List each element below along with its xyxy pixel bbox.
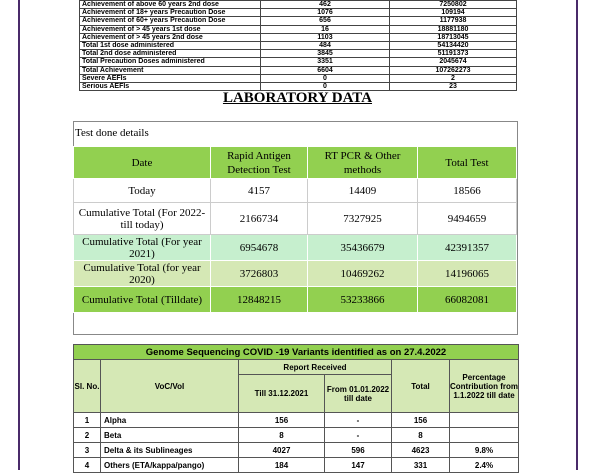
total-value: 51191373 <box>390 50 517 58</box>
total-value: 1177938 <box>390 17 517 25</box>
header-total: Total <box>392 360 450 413</box>
daily-value: 656 <box>261 17 390 25</box>
row-label: Total 2nd dose administered <box>80 50 261 58</box>
header-pct: Percentage Contribution from 1.1.2022 till date <box>450 360 519 413</box>
table-row <box>80 9 517 17</box>
total-value: 14196065 <box>418 261 517 287</box>
header-sl: Sl. No. <box>74 360 101 413</box>
table-row <box>74 235 517 261</box>
table-row <box>80 74 517 82</box>
sl-value: 3 <box>74 443 101 458</box>
daily-value: 0 <box>261 74 390 82</box>
genome-header-row <box>74 360 519 375</box>
header-till: Till 31.12.2021 <box>239 375 325 413</box>
table-row <box>80 58 517 66</box>
daily-value: 0 <box>261 82 390 90</box>
vaccination-table <box>79 0 517 91</box>
header-rtpcr: RT PCR & Other methods <box>308 147 418 179</box>
total-value: 156 <box>392 413 450 428</box>
rtpcr-value: 7327925 <box>308 203 418 235</box>
rtpcr-value: 53233866 <box>308 287 418 313</box>
header-total: Total Test <box>418 147 517 179</box>
variant-name: Alpha <box>101 413 239 428</box>
lab-header-row <box>74 147 517 179</box>
table-row <box>74 458 519 473</box>
total-value: 54134420 <box>390 41 517 49</box>
table-row <box>80 33 517 41</box>
row-label: Total Achievement <box>80 66 261 74</box>
table-row <box>74 443 519 458</box>
row-label: Serious AEFIs <box>80 82 261 90</box>
variant-name: Others (ETA/kappa/pango) <box>101 458 239 473</box>
variant-name: Beta <box>101 428 239 443</box>
total-value: 8 <box>392 428 450 443</box>
table-row <box>80 41 517 49</box>
genome-title: Genome Sequencing COVID -19 Variants identified as on 27.4.2022 <box>74 345 519 360</box>
daily-value: 1103 <box>261 33 390 41</box>
row-label: Achievement of > 45 years 1st dose <box>80 25 261 33</box>
row-label: Achievement of > 45 years 2nd dose <box>80 33 261 41</box>
total-value: 2 <box>390 74 517 82</box>
total-value: 7250802 <box>390 1 517 9</box>
total-value: 23 <box>390 82 517 90</box>
from-value: - <box>325 428 392 443</box>
table-row <box>74 261 517 287</box>
rtpcr-value: 35436679 <box>308 235 418 261</box>
total-value: 2045674 <box>390 58 517 66</box>
sl-value: 1 <box>74 413 101 428</box>
rtpcr-value: 14409 <box>308 179 418 203</box>
pct-value: 9.8% <box>450 443 519 458</box>
daily-value: 462 <box>261 1 390 9</box>
table-row <box>74 287 517 313</box>
row-label: Achievement of 60+ years Precaution Dose <box>80 17 261 25</box>
table-row <box>80 25 517 33</box>
row-label: Today <box>74 179 211 203</box>
total-value: 42391357 <box>418 235 517 261</box>
header-from: From 01.01.2022 till date <box>325 375 392 413</box>
header-voc: VoC/VoI <box>101 360 239 413</box>
rat-value: 12848215 <box>211 287 308 313</box>
daily-value: 1076 <box>261 9 390 17</box>
row-label: Achievement of above 60 years 2nd dose <box>80 1 261 9</box>
row-label: Achievement of 18+ years Precaution Dose <box>80 9 261 17</box>
daily-value: 3845 <box>261 50 390 58</box>
daily-value: 3351 <box>261 58 390 66</box>
table-row <box>80 1 517 9</box>
from-value: - <box>325 413 392 428</box>
total-value: 109194 <box>390 9 517 17</box>
total-value: 107262273 <box>390 66 517 74</box>
rtpcr-value: 10469262 <box>308 261 418 287</box>
total-value: 18566 <box>418 179 517 203</box>
from-value: 596 <box>325 443 392 458</box>
till-value: 156 <box>239 413 325 428</box>
row-label: Cumulative Total (For year 2021) <box>74 235 211 261</box>
rat-value: 6954678 <box>211 235 308 261</box>
table-row <box>74 179 517 203</box>
total-value: 4623 <box>392 443 450 458</box>
row-label: Severe AEFIs <box>80 74 261 82</box>
total-value: 331 <box>392 458 450 473</box>
row-label: Total 1st dose administered <box>80 41 261 49</box>
rat-value: 4157 <box>211 179 308 203</box>
sl-value: 2 <box>74 428 101 443</box>
total-value: 18713045 <box>390 33 517 41</box>
daily-value: 16 <box>261 25 390 33</box>
genome-table <box>73 344 519 473</box>
from-value: 147 <box>325 458 392 473</box>
row-label: Cumulative Total (For 2022- till today) <box>74 203 211 235</box>
till-value: 8 <box>239 428 325 443</box>
table-row <box>74 428 519 443</box>
table-row <box>74 203 517 235</box>
header-date: Date <box>74 147 211 179</box>
row-label: Cumulative Total (Tilldate) <box>74 287 211 313</box>
header-report: Report Received <box>239 360 392 375</box>
row-label: Total Precaution Doses administered <box>80 58 261 66</box>
genome-title-row <box>74 345 519 360</box>
table-row <box>80 17 517 25</box>
daily-value: 484 <box>261 41 390 49</box>
pct-value <box>450 413 519 428</box>
table-row <box>80 50 517 58</box>
lab-caption: Test done details <box>75 127 149 139</box>
table-row <box>80 66 517 74</box>
lab-table <box>73 146 517 313</box>
total-value: 9494659 <box>418 203 517 235</box>
page-border-left <box>18 0 20 470</box>
rat-value: 2166734 <box>211 203 308 235</box>
pct-value <box>450 428 519 443</box>
table-row <box>74 413 519 428</box>
total-value: 66082081 <box>418 287 517 313</box>
till-value: 184 <box>239 458 325 473</box>
total-value: 18881180 <box>390 25 517 33</box>
lab-section-title: LABORATORY DATA <box>222 90 373 106</box>
row-label: Cumulative Total (for year 2020) <box>74 261 211 287</box>
variant-name: Delta & its Sublineages <box>101 443 239 458</box>
sl-value: 4 <box>74 458 101 473</box>
page-border-right <box>576 0 578 470</box>
daily-value: 6604 <box>261 66 390 74</box>
pct-value: 2.4% <box>450 458 519 473</box>
header-rat: Rapid Antigen Detection Test <box>211 147 308 179</box>
rat-value: 3726803 <box>211 261 308 287</box>
till-value: 4027 <box>239 443 325 458</box>
